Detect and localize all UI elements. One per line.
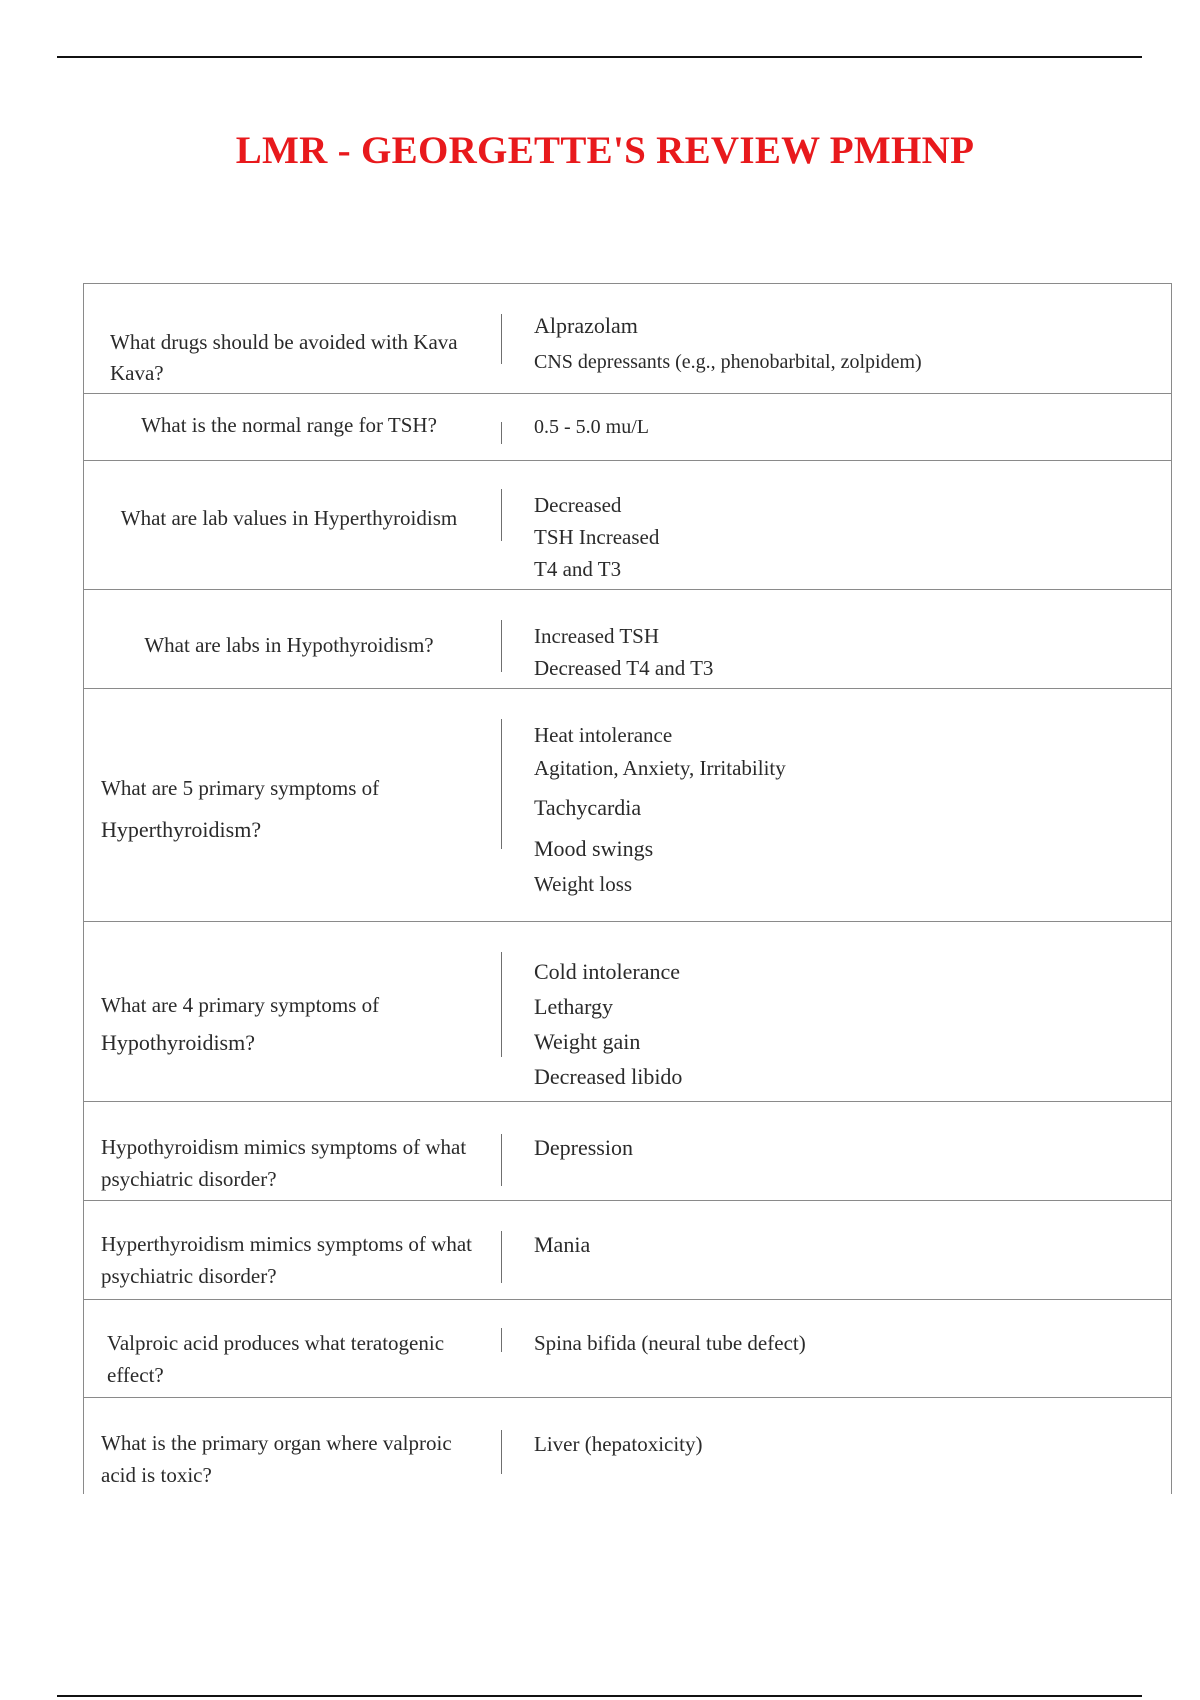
question-line: Hyperthyroidism?	[101, 817, 262, 842]
question-cell: Valproic acid produces what teratogenic effect?	[107, 1331, 445, 1387]
cell-divider	[501, 314, 502, 364]
question-line: What are 4 primary symptoms of	[101, 993, 380, 1017]
cell-divider	[501, 1430, 502, 1474]
table-row	[84, 1300, 1171, 1398]
question-cell	[84, 986, 494, 1062]
answer-line: Decreased T4 and T3	[534, 656, 714, 680]
answer-line: CNS depressants (e.g., phenobarbital, zolpidem)	[534, 351, 922, 373]
table-row	[84, 922, 1171, 1102]
answer-line: Depression	[534, 1135, 633, 1160]
answer-cell	[534, 719, 1151, 901]
table-row	[84, 590, 1171, 689]
bottom-rule	[57, 1695, 1142, 1697]
answer-line: Increased TSH	[534, 624, 659, 648]
answer-cell	[534, 1132, 1151, 1164]
question-cell: Hyperthyroidism mimics symptoms of what psychiatric disorder?	[101, 1232, 472, 1288]
answer-line: T4 and T3	[534, 557, 622, 581]
answer-cell	[534, 413, 1151, 441]
answer-line: Decreased libido	[534, 1064, 683, 1089]
answer-cell	[534, 489, 1151, 585]
answer-cell	[534, 1229, 1151, 1261]
answer-line: Cold intolerance	[534, 959, 681, 984]
answer-line: Mania	[534, 1232, 591, 1257]
cell-divider	[501, 719, 502, 849]
question-line: What are 5 primary symptoms of	[101, 776, 380, 800]
question-cell: What is the primary organ where valproic acid is toxic?	[101, 1431, 452, 1487]
answer-line: 0.5 - 5.0 mu/L	[534, 416, 649, 438]
cell-divider	[501, 1231, 502, 1283]
answer-line: Mood swings	[534, 836, 654, 861]
answer-line: TSH Increased	[534, 525, 660, 549]
answer-line: Lethargy	[534, 994, 614, 1019]
answer-line: Tachycardia	[534, 795, 642, 820]
question-line: Hypothyroidism?	[101, 1030, 255, 1055]
cell-divider	[501, 952, 502, 1057]
top-rule	[57, 56, 1142, 58]
table-row	[84, 284, 1171, 394]
answer-cell	[534, 311, 1151, 376]
question-cell	[84, 767, 494, 851]
question-cell: What is the normal range for TSH?	[141, 413, 437, 437]
answer-line: Alprazolam	[534, 313, 638, 338]
answer-line: Decreased	[534, 493, 622, 517]
question-cell: What are labs in Hypothyroidism?	[144, 633, 434, 657]
answer-line: Heat intolerance	[534, 723, 673, 747]
answer-cell	[534, 954, 1151, 1094]
question-cell: What drugs should be avoided with Kava Kava?	[110, 330, 458, 385]
answer-cell	[534, 1428, 1151, 1460]
table-row	[84, 689, 1171, 922]
answer-cell	[534, 620, 1151, 684]
cell-divider	[501, 620, 502, 672]
table-row	[84, 1201, 1171, 1300]
cell-divider	[501, 489, 502, 541]
answer-line: Agitation, Anxiety, Irritability	[534, 756, 786, 780]
answer-line: Weight gain	[534, 1029, 641, 1054]
cell-divider	[501, 422, 502, 444]
table-row	[84, 394, 1171, 461]
answer-line: Spina bifida (neural tube defect)	[534, 1331, 806, 1355]
document-title: LMR - GEORGETTE'S REVIEW PMHNP	[235, 129, 975, 172]
answer-line: Liver (hepatoxicity)	[534, 1432, 703, 1456]
table-row	[84, 461, 1171, 590]
table-row	[84, 1398, 1171, 1494]
question-cell: Hypothyroidism mimics symptoms of what psychiatric disorder?	[101, 1135, 467, 1191]
cell-divider	[501, 1328, 502, 1352]
question-cell: What are lab values in Hyperthyroidism	[120, 506, 458, 530]
flashcard-table	[83, 283, 1172, 1494]
answer-cell	[534, 1327, 1151, 1359]
table-row	[84, 1102, 1171, 1201]
answer-line: Weight loss	[534, 872, 633, 896]
cell-divider	[501, 1134, 502, 1186]
